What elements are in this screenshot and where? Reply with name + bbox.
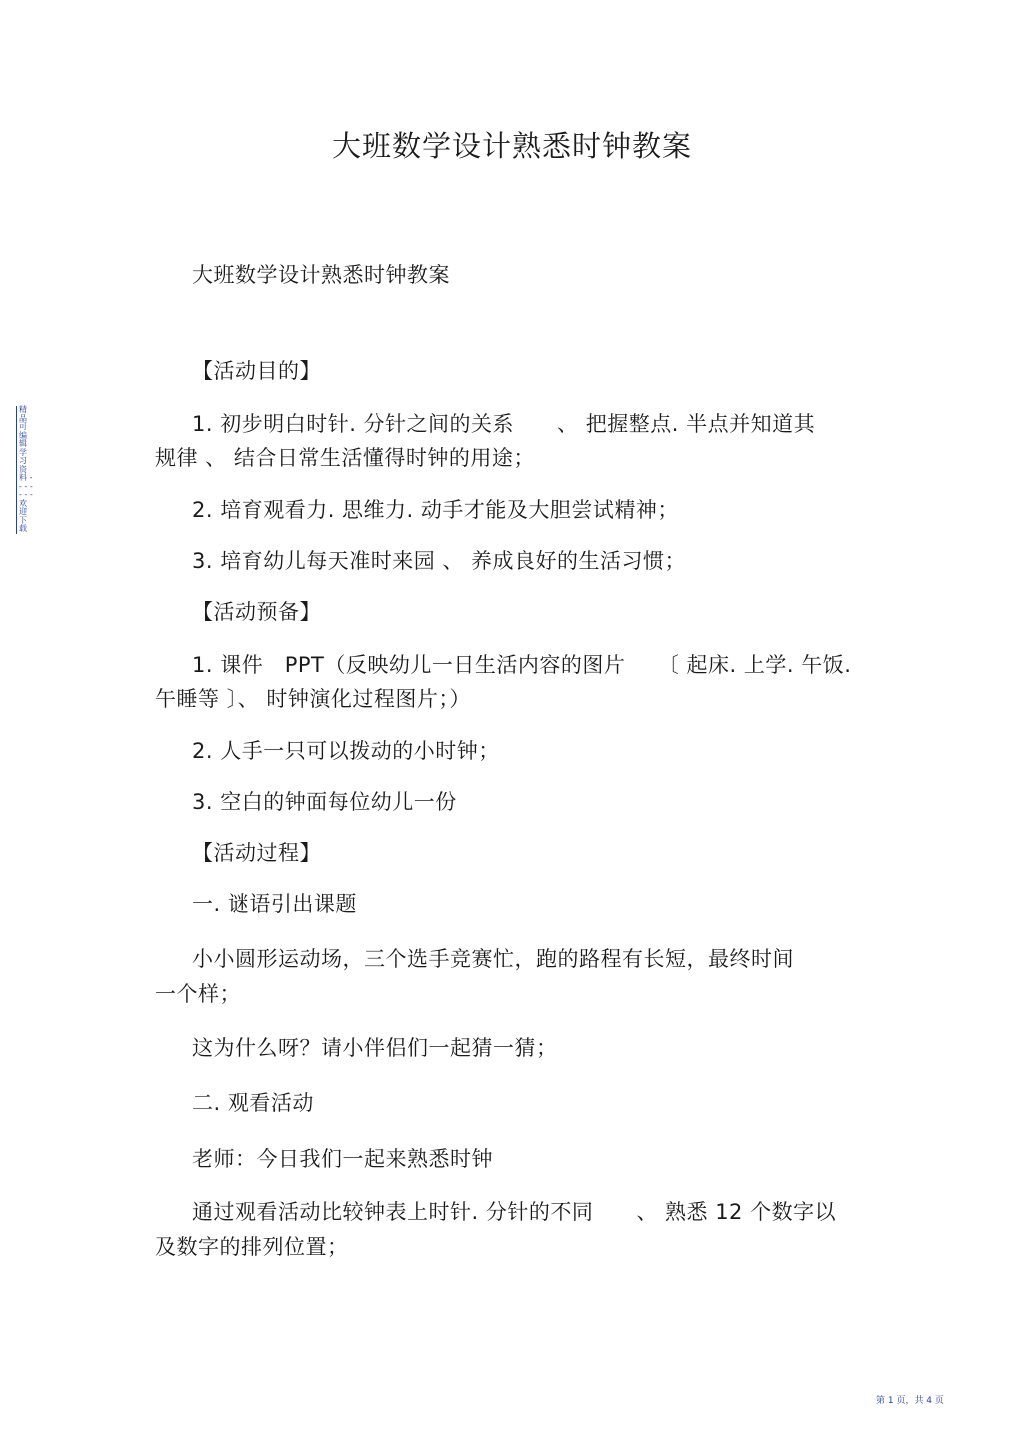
page-number-footer: 第 1 页，共 4 页 (876, 1396, 944, 1406)
step-1-heading: 一. 谜语引出课题 (192, 892, 357, 916)
goal-3: 3. 培育幼儿每天准时来园 、 养成良好的生活习惯； (192, 549, 687, 573)
goal-1-line-1: 1. 初步明白时针. 分针之间的关系 、 把握整点. 半点并知道其 (192, 412, 816, 436)
riddle-line-1: 小小圆形运动场，三个选手竞赛忙，跑的路程有长短，最终时间 (192, 947, 794, 971)
observe-line-2: 及数字的排列位置； (155, 1235, 349, 1259)
prep-2: 2. 人手一只可以拨动的小时钟； (192, 739, 500, 763)
guess-prompt: 这为什么呀？请小伴侣们一起猜一猜； (192, 1036, 558, 1060)
teacher-line: 老师：今日我们一起来熟悉时钟 (192, 1147, 493, 1171)
riddle-line-2: 一个样； (155, 982, 241, 1006)
section-heading-goal: 【活动目的】 (192, 359, 321, 383)
document-title: 大班数学设计熟悉时钟教案 (331, 129, 692, 163)
document-subtitle: 大班数学设计熟悉时钟教案 (192, 263, 450, 287)
observe-line-1: 通过观看活动比较钟表上时针. 分针的不同 、 熟悉 12 个数字以 (192, 1200, 837, 1224)
section-heading-prep: 【活动预备】 (192, 600, 321, 624)
goal-1-line-2: 规律 、 结合日常生活懂得时钟的用途； (155, 446, 535, 470)
prep-1-line-1: 1. 课件 PPT（反映幼儿一日生活内容的图片 〔 起床. 上学. 午饭. (192, 653, 852, 677)
step-2-heading: 二. 观看活动 (192, 1091, 314, 1115)
goal-2: 2. 培育观看力. 思维力. 动手才能及大胆尝试精神； (192, 498, 679, 522)
prep-3: 3. 空白的钟面每位幼儿一份 (192, 790, 457, 814)
section-heading-process: 【活动过程】 (192, 841, 321, 865)
prep-1-line-2: 午睡等 〕、 时钟演化过程图片；） (155, 687, 471, 711)
side-watermark-text: 精品可编辑学习资料 - - - - - - - 欢迎下载 (16, 406, 33, 534)
